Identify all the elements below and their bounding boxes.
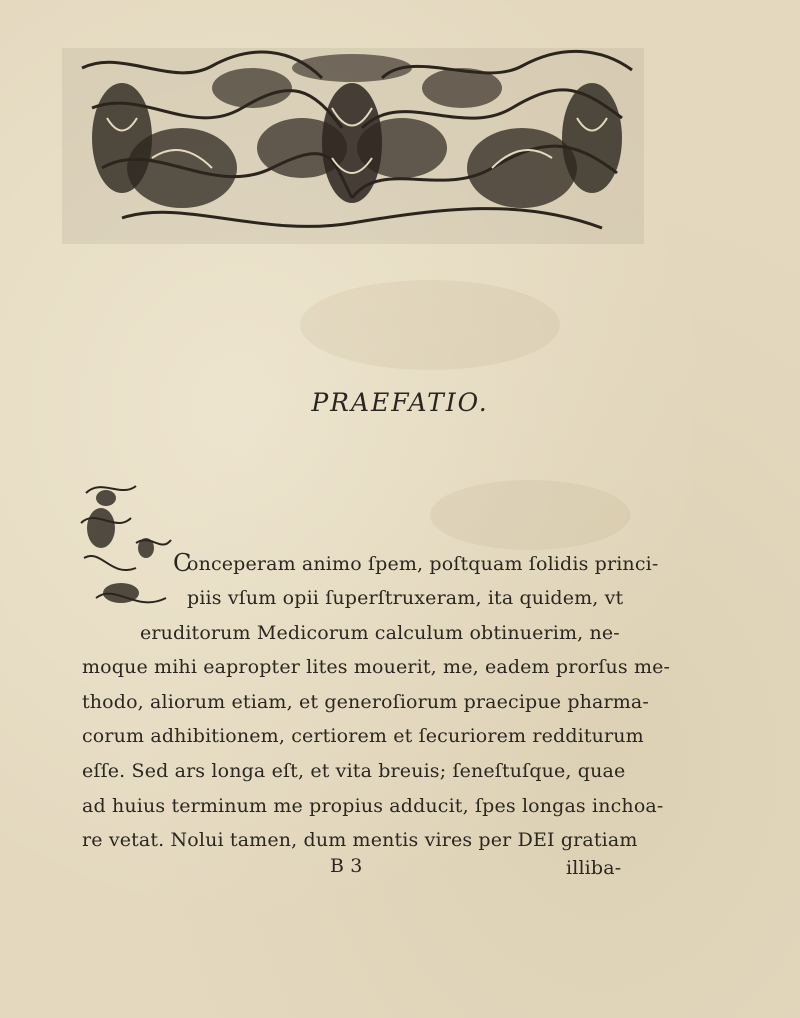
paper-stain bbox=[430, 480, 630, 550]
text-line: ad huius terminum me propius adducit, ſpes longas inchoa- bbox=[82, 795, 664, 817]
text-line: onceperam animo ſpem, poſtquam ſolidis princi- bbox=[187, 553, 659, 575]
text-line: corum adhibitionem, certiorem et ſecuriorem redditurum bbox=[82, 725, 644, 747]
ornamental-headpiece-icon bbox=[62, 48, 644, 244]
decorated-initial-frame-icon bbox=[76, 478, 176, 628]
page-title: PRAEFATIO. bbox=[311, 388, 489, 417]
catchword: illiba- bbox=[566, 857, 622, 879]
drop-initial: C bbox=[173, 549, 192, 577]
text-line: eſſe. Sed ars longa eſt, et vita breuis; ſeneſtuſque, quae bbox=[82, 760, 626, 782]
text-line: re vetat. Nolui tamen, dum mentis vires per DEI gratiam bbox=[82, 829, 638, 851]
paper-stain bbox=[300, 280, 560, 370]
text-line: piis vſum opii ſuperſtruxeram, ita quidem, vt bbox=[187, 587, 624, 609]
text-line: thodo, aliorum etiam, et generoſiorum praecipue pharma- bbox=[82, 691, 649, 713]
signature-mark: B 3 bbox=[330, 855, 363, 877]
text-line: eruditorum Medicorum calculum obtinuerim, ne- bbox=[140, 622, 620, 644]
text-line: moque mihi eapropter lites mouerit, me, eadem prorſus me- bbox=[82, 656, 671, 678]
